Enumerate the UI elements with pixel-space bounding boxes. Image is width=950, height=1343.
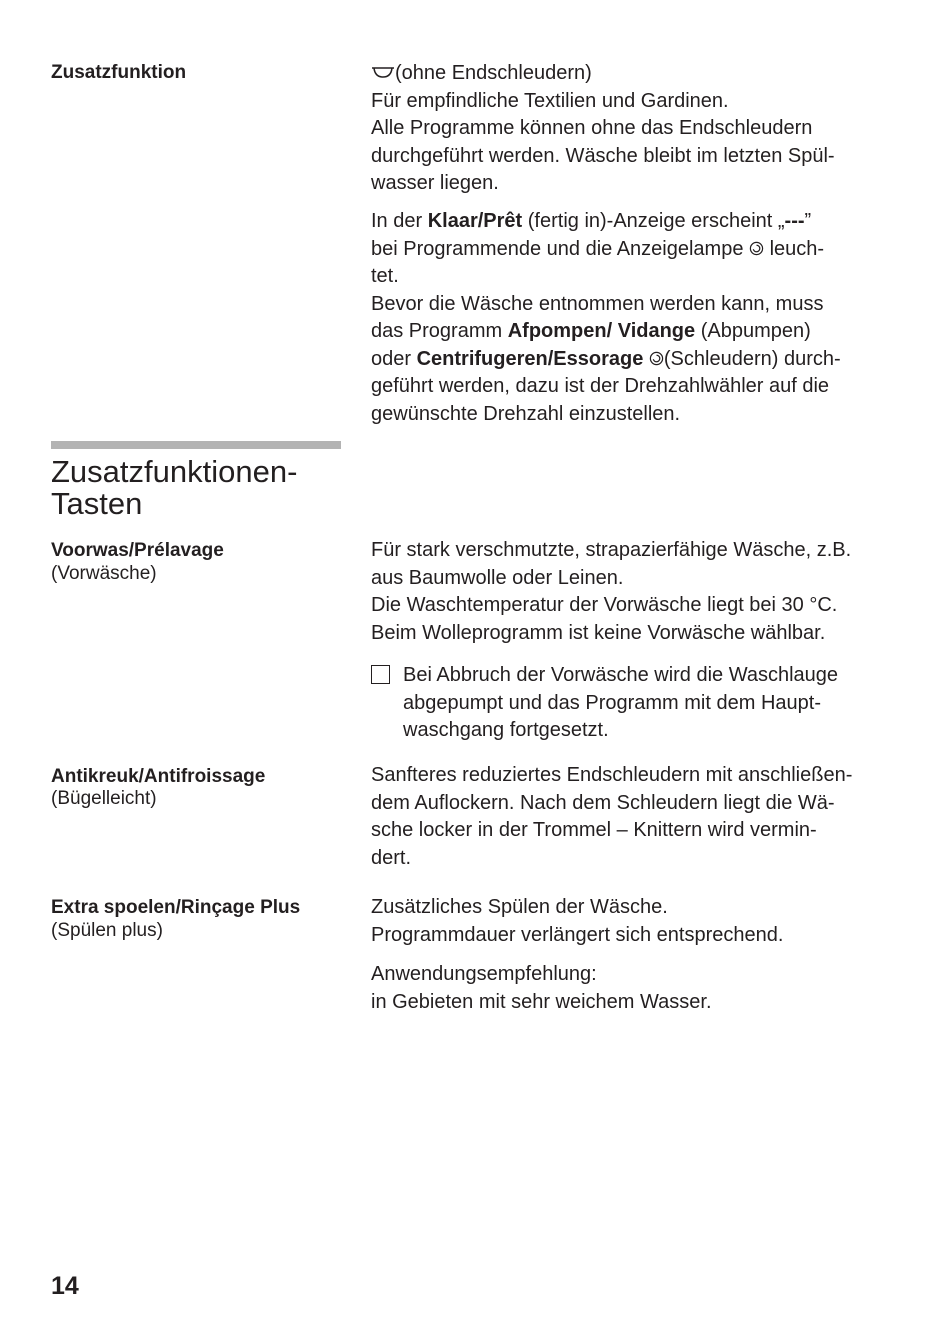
block1-line4: durchgeführt werden. Wäsche bleibt im letzten Spül- [371,144,835,167]
antikreuk-sublabel: (Bügelleicht) [51,788,157,809]
antikreuk-line3: sche locker in der Trommel – Knittern wird vermin- [371,819,817,841]
extra-text [371,894,931,949]
block2-line1: In der Klaar/Prêt (fertig in)-Anzeige erscheint „---” [371,210,812,232]
section-heading-line1: Zusatzfunktionen- [51,454,298,489]
block2-line4: Bevor die Wäsche entnommen werden kann, muss [371,292,824,315]
block2-line5: das Programm Afpompen/ Vidange (Abpumpen) [371,320,811,342]
voorwas-note-line1: Bei Abbruch der Vorwäsche wird die Waschlauge [403,664,839,686]
voorwas-label: Voorwas/Prélavage [51,540,224,561]
extra-label: Extra spoelen/Rinçage Plus [51,897,301,918]
voorwas-line3: Die Waschtemperatur der Vorwäsche liegt bei 30 °C. [371,594,838,616]
antikreuk-text [371,762,931,872]
extra-line3: Anwendungsempfehlung: [371,963,597,985]
zusatzfunktion-label: Zusatzfunktion [51,62,187,83]
zusatzfunktion-block2 [371,208,931,428]
block1-line2: Für empfindliche Textilien und Gardinen. [371,89,729,112]
extra-line2: Programmdauer verlängert sich entsprechend. [371,923,784,946]
section-heading-line2: Tasten [51,486,143,521]
voorwas-note-line3: waschgang fortgesetzt. [403,719,609,741]
extra-sublabel: (Spülen plus) [51,920,163,941]
antikreuk-line2: dem Auflockern. Nach dem Schleudern liegt die Wä- [371,791,835,814]
extra-recommendation [371,961,931,1016]
spin-icon [649,351,664,366]
page-number: 14 [51,1272,79,1300]
block2-line3: tet. [371,265,399,287]
block2-line6: oder Centrifugeren/Essorage (Schleudern) durch- [371,347,841,370]
extra-line1: Zusätzliches Spülen der Wäsche. [371,896,668,918]
zusatzfunktion-block1 [371,60,911,198]
voorwas-sublabel: (Vorwäsche) [51,563,157,584]
note-box-icon [371,665,390,684]
voorwas-line2: aus Baumwolle oder Leinen. [371,566,624,589]
voorwas-note [403,662,923,745]
antikreuk-line1: Sanfteres reduziertes Endschleudern mit anschließen- [371,764,853,786]
section-heading [51,456,297,520]
block2-line8: gewünschte Drehzahl einzustellen. [371,402,681,425]
block1-line1: (ohne Endschleudern) [371,60,911,88]
extra-line4: in Gebieten mit sehr weichem Wasser. [371,990,712,1013]
antikreuk-label: Antikreuk/Antifroissage [51,766,266,787]
section-divider [51,441,341,449]
block1-line3: Alle Programme können ohne das Endschleudern [371,117,813,139]
antikreuk-line4: dert. [371,846,412,869]
voorwas-line4: Beim Wolleprogramm ist keine Vorwäsche wählbar. [371,621,826,644]
block2-line7: geführt werden, dazu ist der Drehzahlwähler auf die [371,375,830,397]
tub-no-spin-icon [371,66,395,80]
block2-line2: bei Programmende und die Anzeigelampe leuch- [371,237,825,260]
voorwas-text [371,537,931,647]
block1-line5: wasser liegen. [371,172,499,194]
voorwas-note-line2: abgepumpt und das Programm mit dem Haupt- [403,691,821,714]
spin-icon [749,241,764,256]
voorwas-line1: Für stark verschmutzte, strapazierfähige Wäsche, z.B. [371,539,852,561]
